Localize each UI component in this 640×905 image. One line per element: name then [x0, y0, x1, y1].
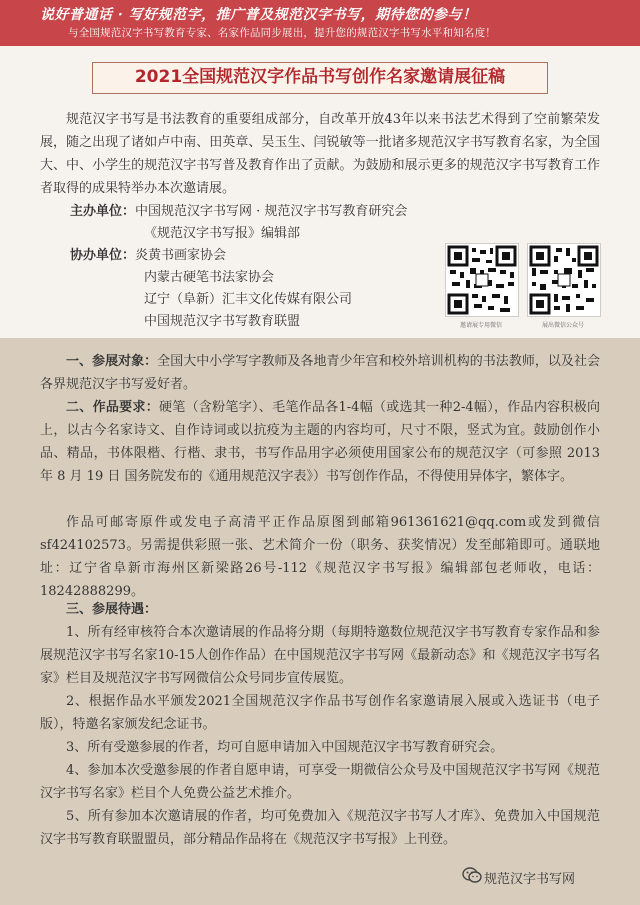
top-banner [0, 0, 640, 46]
banner-subtitle: 与全国规范汉字书写教育专家、名家作品同步展出，提升您的规范汉字书写水平和知名度！ [68, 27, 496, 39]
co-host-org-1: 炎黄书画家协会 [135, 248, 227, 263]
section-1-heading: 一、参展对象： [66, 354, 158, 369]
qr-left-caption: 邀请展专用微信 [459, 322, 502, 329]
section-3-item-2: 2、根据作品水平颁发2021全国规范汉字作品书写创作名家邀请展入展或入选证书（电子版），特邀名家颁发纪念证书。 [40, 694, 600, 732]
co-host-org-3: 辽宁（阜新）汇丰文化传媒有限公司 [144, 292, 353, 307]
co-host-row [70, 244, 226, 267]
qr-code-icon [528, 244, 600, 316]
section-3-item-3: 3、所有受邀参展的作者，均可自愿申请加入中国规范汉字书写教育研究会。 [66, 740, 504, 755]
section-2-heading: 二、作品要求： [66, 400, 159, 415]
banner-slogan: 说好普通话 · 写好规范字，推广普及规范汉字书写，期待您的参与！ [40, 7, 477, 23]
co-host-org-4: 中国规范汉字书写教育联盟 [144, 314, 301, 329]
section-3-item-1: 1、所有经审核符合本次邀请展的作品将分期（每期特邀数位规范汉字书写教育专家作品和参展规范汉字书写名家10-15人创作作品）在中国规范汉字书写网《最新动态》和《规范汉字书写名家》栏目及规范汉字书写网微信公众号同步宣传展览。 [40, 625, 600, 686]
qr-right-caption: 展出微信公众号 [541, 322, 584, 329]
host-org-2: 《规范汉字书写报》编辑部 [144, 226, 301, 241]
qr-code-icon [446, 244, 518, 316]
section-3-item-4: 4、参加本次受邀参展的作者自愿申请，可享受一期微信公众号及中国规范汉字书写网《规范汉字书写名家》栏目个人免费公益艺术推介。 [40, 763, 600, 801]
page-title: 2021全国规范汉字作品书写创作名家邀请展征稿 [92, 62, 548, 94]
section-3-heading-row [40, 598, 600, 621]
wechat-icon [462, 866, 482, 884]
co-host-org-2: 内蒙古硬笔书法家协会 [144, 270, 275, 285]
footer-brand: 规范汉字书写网 [484, 872, 576, 887]
section-2 [40, 396, 600, 488]
qr-code-left [445, 243, 519, 317]
qr-code-right [527, 243, 601, 317]
section-1 [40, 350, 600, 396]
host-row [70, 200, 407, 223]
intro-paragraph: 规范汉字书写是书法教育的重要组成部分，自改革开放43年以来书法艺术得到了空前繁荣发展，随之出现了诸如卢中南、田英章、吴玉生、闫锐敏等一批诸多规范汉字书写教育名家，为全国大、中、小学生的规范汉字书写普及教育作出了贡献。为鼓励和展示更多的规范汉字书写教育工作者取得的成果特举办本次邀请展。 [40, 112, 600, 196]
co-host-label: 协办单位： [70, 248, 136, 263]
section-3-item-5: 5、所有参加本次邀请展的作者，均可免费加入《规范汉字书写人才库》、免费加入中国规范汉字书写教育联盟盟员，部分精品作品将在《规范汉字书写报》上刊登。 [40, 809, 600, 847]
section-2-mail: 作品可邮寄原件或发电子高清平正作品原图到邮箱961361621@qq.com或发到微信sf424102573。另需提供彩照一张、艺术简介一份（职务、获奖情况）发至邮箱即可。通联地址：辽宁省阜新市海州区新梁路26号-112《规范汉字书写报》编辑部包老师收，电话：18242888299。 [40, 515, 600, 599]
section-3-heading: 三、参展待遇： [66, 602, 158, 617]
section-2-text: 硬笔（含粉笔字）、毛笔作品各1-4幅（或选其一种2-4幅），作品内容积极向上，以古今名家诗文、自作诗词或以抗疫为主题的内容均可，尺寸不限，竖式为宜。鼓励创作小品、精品，书体限楷、行楷、隶书，书写作品用字必须使用国家公布的规范汉字（可参照 2013 年 8 月 19 日 国务院发布的《通用规范汉字表》）书写创作作品，不得使用异体字，繁体字。 [40, 400, 600, 484]
section-1-text: 全国大中小学写字教师及各地青少年宫和校外培训机构的书法教师，以及社会各界规范汉字书写爱好者。 [40, 354, 600, 392]
host-label: 主办单位： [70, 204, 136, 219]
host-org-1: 中国规范汉字书写网 · 规范汉字书写教育研究会 [135, 204, 408, 219]
